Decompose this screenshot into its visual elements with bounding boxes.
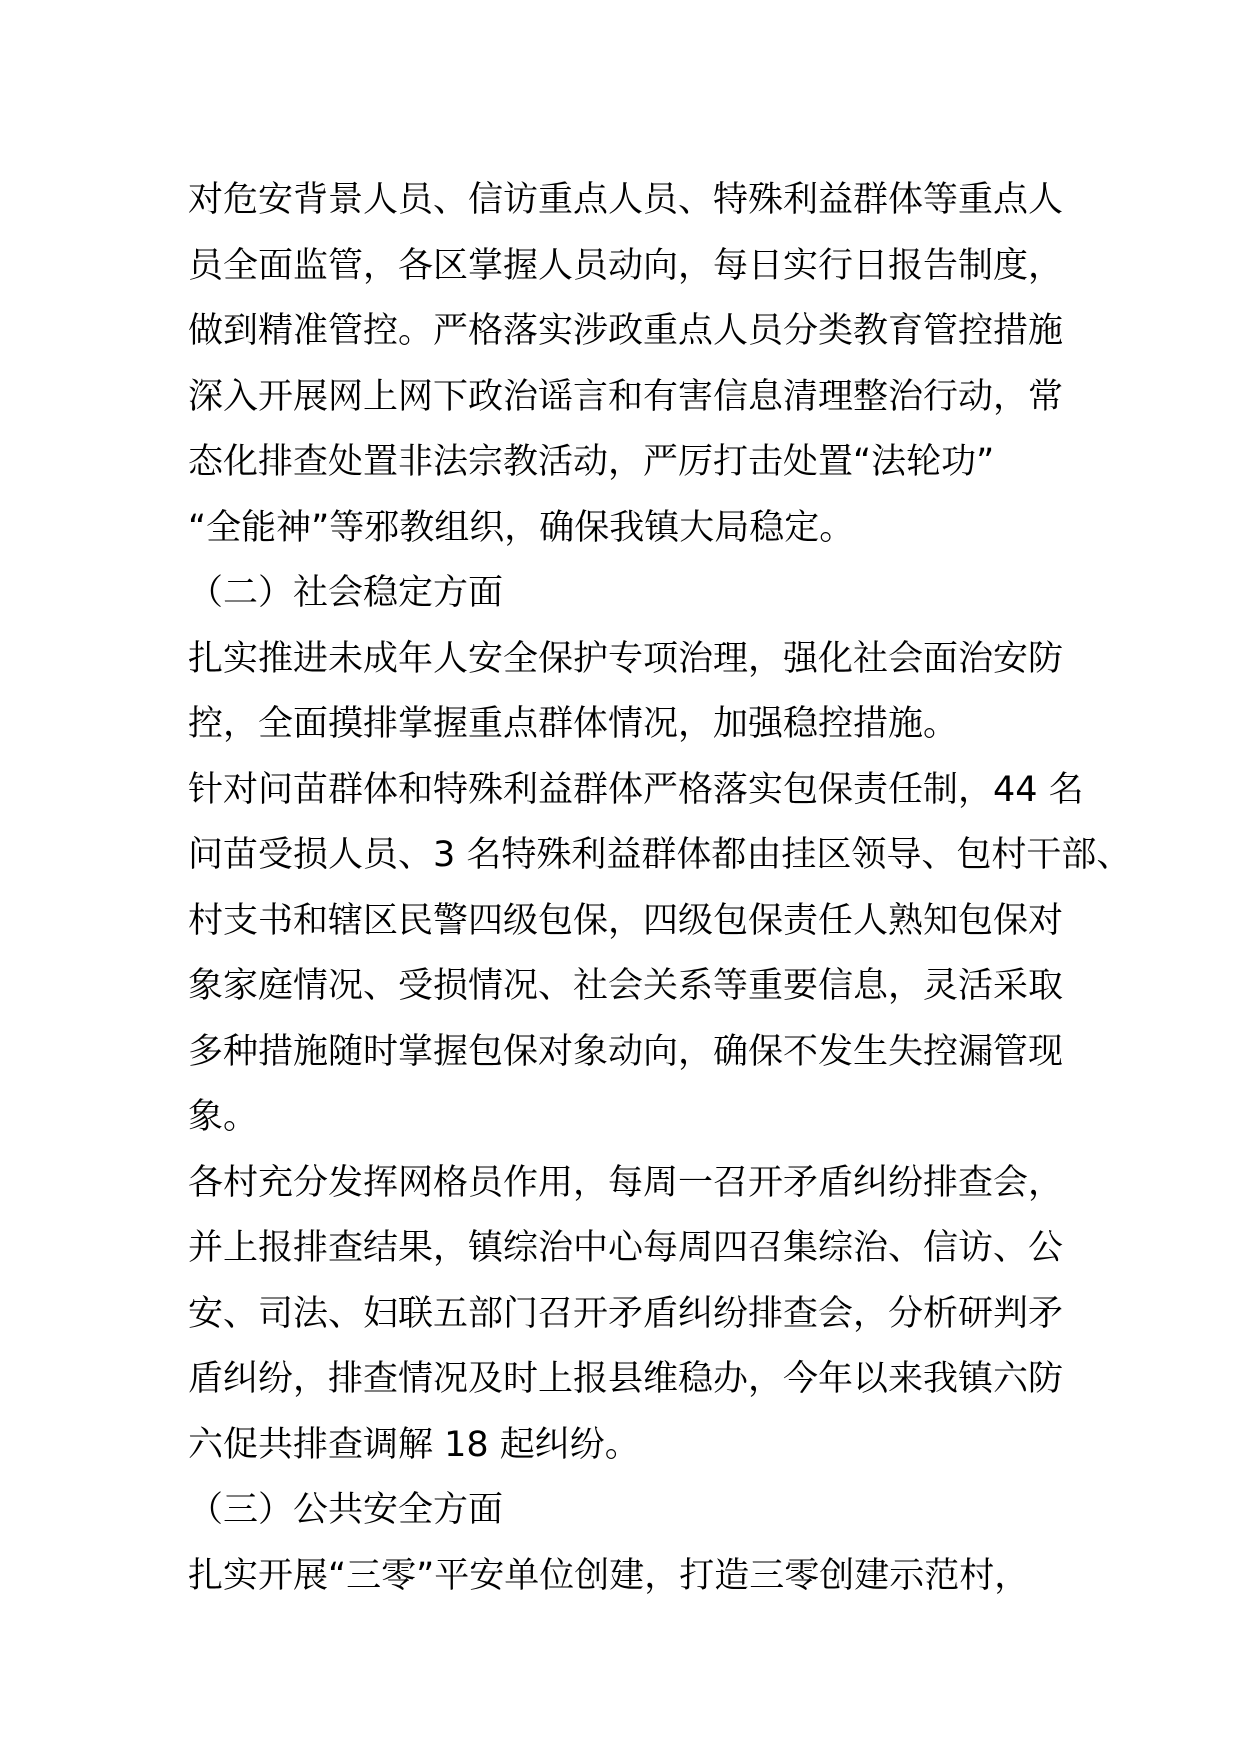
text-line: 做到精准管控。严格落实涉政重点人员分类教育管控措施 — [188, 311, 1064, 351]
text-line: 态化排查处置非法宗教活动，严厉打击处置“法轮功” — [188, 442, 995, 482]
text-line: 象。 — [188, 1097, 259, 1137]
text-line: 并上报排查结果，镇综治中心每周四召集综治、信访、公 — [188, 1228, 1064, 1268]
text-line: 控，全面摸排掌握重点群体情况，加强稳控措施。 — [188, 704, 959, 744]
text-line: “全能神”等邪教组织，确保我镇大局稳定。 — [188, 507, 855, 548]
text-line: 安、司法、妇联五部门召开矛盾纠纷排查会，分析研判矛 — [188, 1293, 1064, 1334]
section-heading: （二）社会稳定方面 — [188, 573, 504, 613]
text-line: 六促共排查调解 18 起纠纷。 — [188, 1424, 640, 1465]
text-line: 各村充分发挥网格员作用，每周一召开矛盾纠纷排查会， — [188, 1162, 1064, 1203]
text-line: 多种措施随时掌握包保对象动向，确保不发生失控漏管现 — [188, 1031, 1064, 1072]
text-line: 盾纠纷，排查情况及时上报县维稳办，今年以来我镇六防 — [188, 1359, 1064, 1399]
text-line: 深入开展网上网下政治谣言和有害信息清理整治行动，常 — [188, 376, 1064, 417]
document-body — [188, 168, 1132, 1609]
text-line: 员全面监管，各区掌握人员动向，每日实行日报告制度， — [188, 245, 1064, 286]
text-line: 针对问苗群体和特殊利益群体严格落实包保责任制，44 名 — [188, 769, 1084, 810]
text-line: 象家庭情况、受损情况、社会关系等重要信息，灵活采取 — [188, 966, 1064, 1006]
text-line: 村支书和辖区民警四级包保，四级包保责任人熟知包保对 — [188, 900, 1064, 941]
text-line: 扎实推进未成年人安全保护专项治理，强化社会面治安防 — [188, 638, 1064, 679]
text-line: 问苗受损人员、3 名特殊利益群体都由挂区领导、包村干部、 — [188, 835, 1132, 875]
section-heading: （三）公共安全方面 — [188, 1490, 504, 1530]
text-line: 扎实开展“三零”平安单位创建，打造三零创建示范村， — [188, 1555, 1030, 1596]
text-line: 对危安背景人员、信访重点人员、特殊利益群体等重点人 — [188, 180, 1064, 220]
